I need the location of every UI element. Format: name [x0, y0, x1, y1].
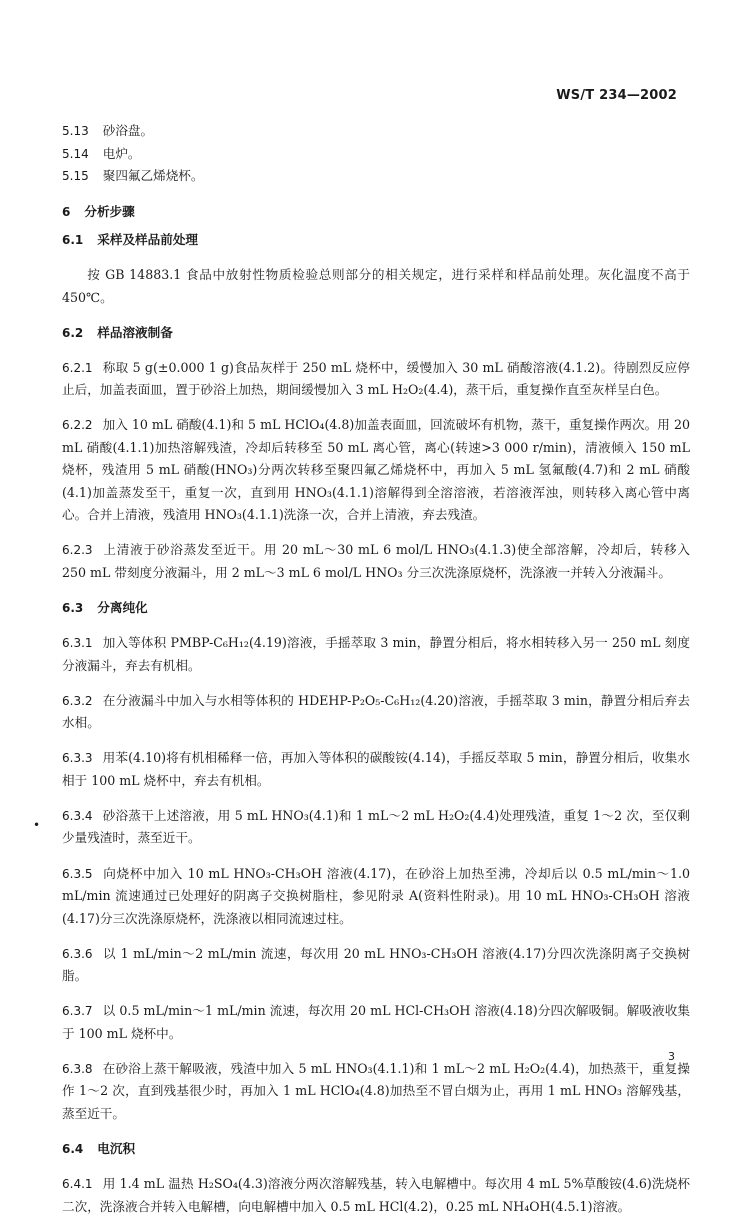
paragraph-6-3-2 — [62, 690, 690, 735]
paragraph-6-3-6 — [62, 943, 690, 988]
section-number: 6.4.1 — [62, 1177, 93, 1191]
item-5-13 — [62, 120, 690, 143]
section-number: 6.3.6 — [62, 946, 93, 961]
item-5-15 — [62, 165, 690, 188]
page-number: 3 — [668, 1050, 675, 1063]
paragraph-text: 称取 5 g(±0.000 1 g)食品灰样于 250 mL 烧杯中，缓慢加入 30 mL 硝酸溶液(4.1.2)。待剧烈反应停止后，加盖表面皿，置于砂浴上加热，期间缓慢加入 3 mL H₂O₂(4.4)，蒸干后，重复操作直至灰样呈白色。 — [62, 359, 690, 398]
heading-6-2 — [62, 322, 690, 345]
heading-title: 样品溶液制备 — [97, 324, 173, 340]
section-number: 6.3 — [62, 601, 84, 616]
paragraph-text: 砂浴蒸干上述溶液，用 5 mL HNO₃(4.1)和 1 mL～2 mL H₂O₂(4.4)处理残渣，重复 1～2 次，至仅剩少量残渣时，蒸至近干。 — [62, 807, 690, 846]
section-number: 6.3.5 — [62, 866, 93, 881]
section-number: 6.2.2 — [62, 418, 93, 433]
paragraph-6-1: 按 GB 14883.1 食品中放射性物质检验总则部分的相关规定，进行采样和样品前处理。灰化温度不高于 450℃。 — [62, 267, 690, 305]
paragraph-6-3-5 — [62, 863, 690, 931]
standard-code-header: WS/T 234—2002 — [556, 88, 677, 103]
paragraph-6-3-7 — [62, 1000, 690, 1045]
paragraph-6-4-1 — [62, 1173, 690, 1218]
paragraph-6-3-1 — [62, 632, 690, 677]
section-number: 6.2.1 — [62, 360, 93, 375]
paragraph-text: 用苯(4.10)将有机相稀释一倍，再加入等体积的碳酸铵(4.14)，手摇反萃取 5 min，静置分相后，收集水相于 100 mL 烧杯中，弃去有机相。 — [62, 750, 690, 788]
heading-6-1 — [62, 229, 690, 252]
item-text: 电炉。 — [102, 145, 141, 161]
paragraph-6-2-1 — [62, 357, 690, 402]
heading-title: 电沉积 — [97, 1140, 136, 1156]
section-number: 5.14 — [62, 146, 89, 161]
paragraph-6-2-2 — [62, 414, 690, 527]
section-number: 6.3.2 — [62, 693, 93, 708]
section-number: 6.3.1 — [62, 636, 93, 651]
section-number: 6.3.4 — [62, 808, 93, 823]
paragraph-text: 加入 10 mL 硝酸(4.1)和 5 mL HClO₄(4.8)加盖表面皿，回流破坏有机物，蒸干，重复操作两次。用 20 mL 硝酸(4.1.1)加热溶解残渣，冷却后转移至 50 mL 离心管，离心(转速>3 000 r/min)，清液倾入 150 mL 烧杯，残渣用 5 mL 硝酸(HNO₃)分两次转移至聚四氟乙烯烧杯中，再加入 5 mL 氢氟酸(4.7)和 2 mL 硝酸(4.1)加盖蒸发至干，重复一次，直到用 HNO₃(4.1.1)溶解得到全溶溶液，若溶液浑浊，则转移入离心管中离心。合并上清液，残渣用 HNO₃(4.1.1)洗涤一次，合并上清液，弃去残渣。 — [62, 417, 690, 523]
section-number: 6.2 — [62, 325, 84, 340]
heading-title: 分析步骤 — [84, 203, 135, 219]
paragraph-text: 在分液漏斗中加入与水相等体积的 HDEHP-P₂O₅-C₆H₁₂(4.20)溶液，手摇萃取 3 min，静置分相后弃去水相。 — [62, 692, 690, 731]
paragraph-text: 以 1 mL/min～2 mL/min 流速，每次用 20 mL HNO₃-CH₃OH 溶液(4.17)分四次洗涤阴离子交换树脂。 — [62, 945, 690, 984]
section-number: 6.3.8 — [62, 1061, 93, 1076]
heading-title: 分离纯化 — [97, 600, 148, 616]
section-number: 6.3.3 — [62, 751, 93, 766]
heading-6-3 — [62, 597, 690, 620]
paragraph-text: 加入等体积 PMBP-C₆H₁₂(4.19)溶液，手摇萃取 3 min，静置分相后，将水相转移入另一 250 mL 刻度分液漏斗，弃去有机相。 — [62, 635, 690, 673]
margin-mark: • — [33, 818, 41, 832]
section-number: 6.4 — [62, 1141, 84, 1156]
paragraph-text: 在砂浴上蒸干解吸液，残渣中加入 5 mL HNO₃(4.1.1)和 1 mL～2 mL H₂O₂(4.4)，加热蒸干，重复操作 1～2 次，直到残基很少时，再加入 1 mL HClO₄(4.8)加热至不冒白烟为止，再用 1 mL HNO₃ 溶解残基，蒸至近干。 — [62, 1060, 690, 1121]
section-number: 6.1 — [62, 233, 84, 247]
section-number: 6.3.7 — [62, 1004, 93, 1019]
item-5-14 — [62, 143, 690, 166]
paragraph-text: 以 0.5 mL/min～1 mL/min 流速，每次用 20 mL HCl-CH₃OH 溶液(4.18)分四次解吸铜。解吸液收集于 100 mL 烧杯中。 — [62, 1003, 690, 1041]
section-number: 5.13 — [62, 124, 89, 138]
document-body — [62, 120, 690, 1231]
paragraph-6-2-3 — [62, 539, 690, 584]
paragraph-6-3-8 — [62, 1058, 690, 1126]
paragraph-text: 上清液于砂浴蒸发至近干。用 20 mL～30 mL 6 mol/L HNO₃(4.1.3)使全部溶解，冷却后，转移入 250 mL 带刻度分液漏斗，用 2 mL～3 mL 6 mol/L HNO₃ 分三次洗涤原烧杯，洗涤液一并转入分液漏斗。 — [62, 542, 690, 580]
paragraph-text: 用 1.4 mL 温热 H₂SO₄(4.3)溶液分两次溶解残基，转入电解槽中。每次用 4 mL 5%草酸铵(4.6)洗烧杯二次，洗涤液合并转入电解槽，向电解槽中加入 0.5 mL HCl(4.2)，0.25 mL NH₄OH(4.5.1)溶液。 — [62, 1176, 690, 1214]
section-number: 6.2.3 — [62, 543, 93, 558]
heading-6 — [62, 201, 690, 224]
item-text: 聚四氟乙烯烧杯。 — [102, 168, 204, 183]
paragraph-6-3-3 — [62, 747, 690, 792]
paragraph-6-3-4 — [62, 805, 690, 850]
heading-6-4 — [62, 1138, 690, 1161]
paragraph-text: 向烧杯中加入 10 mL HNO₃-CH₃OH 溶液(4.17)，在砂浴上加热至沸，冷却后以 0.5 mL/min～1.0 mL/min 流速通过已处理好的阴离子交换树脂柱，参见附录 A(资料性附录)。用 10 mL HNO₃-CH₃OH 溶液(4.17)分三次洗涤原烧杯，洗涤液以相同流速过柱。 — [62, 865, 690, 926]
section-number: 6 — [62, 204, 71, 219]
section-number: 5.15 — [62, 169, 89, 183]
item-text: 砂浴盘。 — [102, 123, 154, 138]
heading-title: 采样及样品前处理 — [97, 232, 199, 247]
